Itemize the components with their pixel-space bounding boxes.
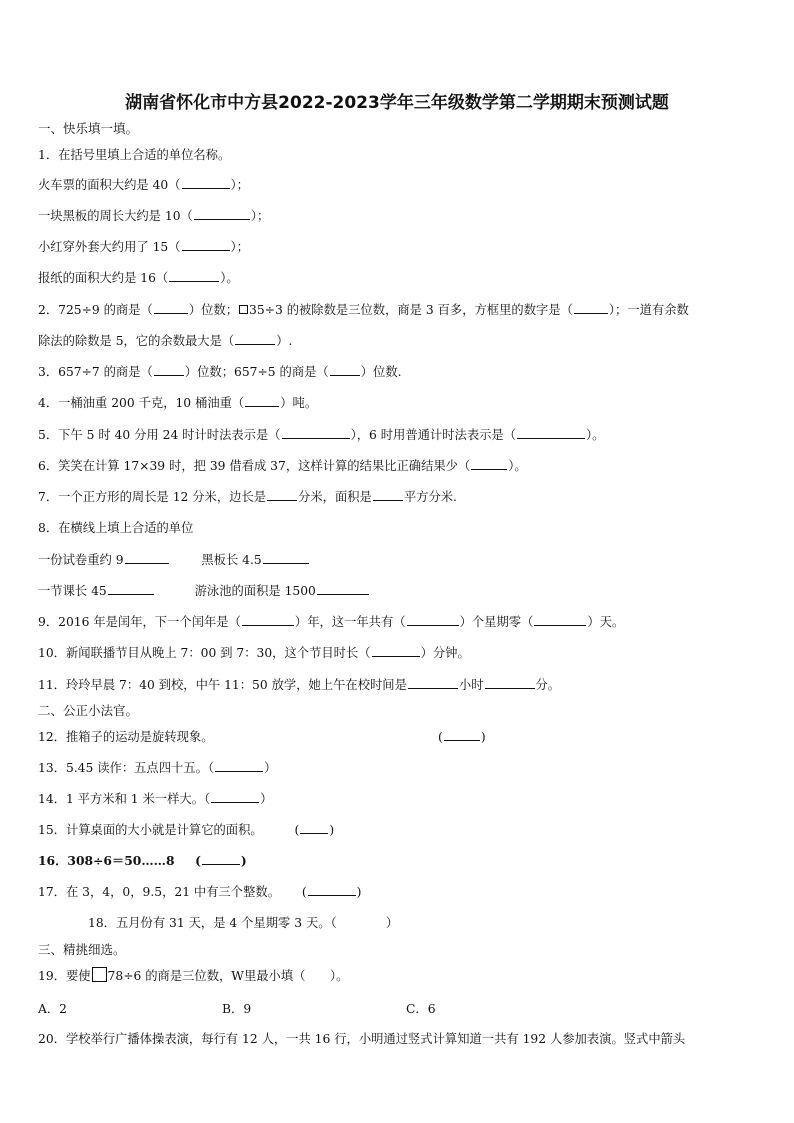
paren-left: ( bbox=[438, 730, 443, 744]
answer-blank[interactable] bbox=[317, 583, 369, 595]
question-18: 18．五月份有 31 天，是 4 个星期零 3 天。（ ） bbox=[88, 916, 399, 930]
option-c[interactable]: C．6 bbox=[406, 1002, 436, 1016]
answer-blank[interactable] bbox=[407, 614, 459, 626]
paren-right: ) bbox=[480, 730, 486, 744]
q2-text-b: ）位数； bbox=[188, 303, 239, 317]
q7-text-b: 分米，面积是 bbox=[298, 490, 372, 504]
q13-text-b: ） bbox=[264, 761, 277, 775]
q1d-text-post: ）。 bbox=[220, 271, 239, 285]
answer-blank[interactable] bbox=[534, 614, 586, 626]
question-2-line1 bbox=[38, 302, 689, 318]
answer-blank[interactable] bbox=[408, 677, 458, 689]
digit-box-icon bbox=[239, 305, 248, 314]
answer-blank[interactable] bbox=[267, 489, 297, 501]
question-1c bbox=[38, 239, 249, 255]
question-7 bbox=[38, 489, 457, 505]
answer-blank[interactable] bbox=[182, 177, 230, 189]
answer-blank[interactable] bbox=[215, 760, 263, 772]
q8c-text: 一节课长 45 bbox=[38, 584, 107, 598]
q2-text-f: ）. bbox=[276, 334, 293, 348]
question-8: 8．在横线上填上合适的单位 bbox=[38, 521, 194, 535]
answer-blank[interactable] bbox=[245, 395, 279, 407]
question-17 bbox=[38, 884, 361, 900]
answer-blank[interactable] bbox=[194, 208, 250, 220]
answer-blank[interactable] bbox=[485, 677, 535, 689]
answer-blank[interactable] bbox=[154, 364, 184, 376]
answer-blank[interactable] bbox=[235, 333, 275, 345]
section-heading-2: 二、公正小法官。 bbox=[38, 703, 139, 718]
answer-blank[interactable] bbox=[169, 270, 219, 282]
answer-blank[interactable] bbox=[373, 489, 403, 501]
answer-blank[interactable] bbox=[517, 427, 585, 439]
q15-text: 15．计算桌面的大小就是计算它的面积。 bbox=[38, 823, 263, 837]
option-b[interactable]: B．9 bbox=[222, 1002, 252, 1016]
paren-left: ( bbox=[195, 853, 201, 868]
question-1: 1．在括号里填上合适的单位名称。 bbox=[38, 148, 231, 162]
question-4 bbox=[38, 395, 317, 411]
answer-blank[interactable] bbox=[242, 614, 294, 626]
q19-text-a: 19．要使 bbox=[38, 969, 91, 983]
q1c-text-pre: 小红穿外套大约用了 15（ bbox=[38, 240, 181, 254]
paren-left: ( bbox=[294, 823, 300, 837]
q8d-text: 游泳池的面积是 1500 bbox=[194, 584, 316, 598]
answer-blank[interactable] bbox=[444, 729, 480, 741]
question-12 bbox=[38, 729, 214, 745]
section-heading-1: 一、快乐填一填。 bbox=[38, 121, 139, 136]
question-8-row1 bbox=[38, 552, 310, 568]
answer-blank[interactable] bbox=[108, 583, 154, 595]
q1b-text-post: ）； bbox=[250, 209, 270, 223]
question-13 bbox=[38, 760, 276, 776]
q1c-text-post: ）； bbox=[230, 240, 249, 254]
q10-text-b: ）分钟。 bbox=[420, 646, 470, 660]
question-5 bbox=[38, 427, 604, 443]
q9-text-c: ）个星期零（ bbox=[459, 615, 534, 629]
q12-text: 12．推箱子的运动是旋转现象。 bbox=[38, 730, 214, 744]
q1a-text-pre: 火车票的面积大约是 40（ bbox=[38, 178, 181, 192]
question-10 bbox=[38, 645, 470, 661]
q5-text-b: ），6 时用普通计时法表示是（ bbox=[350, 428, 517, 442]
q5-text-c: ）。 bbox=[586, 428, 605, 442]
answer-blank[interactable] bbox=[308, 884, 356, 896]
answer-blank[interactable] bbox=[282, 427, 350, 439]
q11-text-b: 小时 bbox=[458, 678, 484, 692]
question-19 bbox=[38, 967, 348, 984]
question-9 bbox=[38, 614, 624, 630]
answer-blank[interactable] bbox=[574, 302, 608, 314]
q1b-text-pre: 一块黑板的周长大约是 10（ bbox=[38, 209, 193, 223]
q1a-text-post: ）； bbox=[230, 178, 249, 192]
option-a[interactable]: A．2 bbox=[38, 1002, 68, 1016]
paren-right: ) bbox=[356, 885, 362, 899]
q9-text-d: ）天。 bbox=[587, 615, 625, 629]
q7-text-c: 平方分米. bbox=[403, 490, 457, 504]
question-1b bbox=[38, 208, 269, 224]
page-title: 湖南省怀化市中方县2022-2023学年三年级数学第二学期期末预测试题 bbox=[125, 93, 669, 113]
question-1d bbox=[38, 270, 239, 286]
question-8-row2 bbox=[38, 583, 370, 599]
q6-text-a: 6．笑笑在计算 17×39 时，把 39 借看成 37，这样计算的结果比正确结果少（ bbox=[38, 459, 471, 473]
q9-text-a: 9．2016 年是闰年，下一个闰年是（ bbox=[38, 615, 241, 629]
answer-blank[interactable] bbox=[471, 458, 507, 470]
answer-blank[interactable] bbox=[330, 364, 360, 376]
question-20: 20．学校举行广播体操表演，每行有 12 人，一共 16 行，小明通过竖式计算知道一共有 192 人参加表演。竖式中箭头 bbox=[38, 1032, 686, 1046]
q14-text-a: 14．1 平方米和 1 米一样大。（ bbox=[38, 792, 211, 806]
question-11 bbox=[38, 677, 560, 693]
q1d-text-pre: 报纸的面积大约是 16（ bbox=[38, 271, 169, 285]
question-16 bbox=[38, 853, 247, 869]
answer-blank[interactable] bbox=[300, 822, 328, 834]
q12-answer-paren bbox=[438, 729, 486, 744]
question-15 bbox=[38, 822, 334, 838]
question-2-line2 bbox=[38, 333, 292, 349]
answer-blank[interactable] bbox=[182, 239, 230, 251]
q2-text-d: ）；一道有余数 bbox=[608, 303, 689, 317]
digit-box-icon bbox=[92, 967, 107, 982]
paren-right: ) bbox=[240, 853, 247, 868]
q17-text: 17．在 3，4，0，9.5，21 中有三个整数。 bbox=[38, 885, 280, 899]
q3-text-c: ）位数. bbox=[360, 365, 402, 379]
question-14 bbox=[38, 791, 272, 807]
paren-left: ( bbox=[301, 885, 307, 899]
q11-text-c: 分。 bbox=[535, 678, 561, 692]
question-1a bbox=[38, 177, 249, 193]
q2-text-a: 2．725÷9 的商是（ bbox=[38, 303, 153, 317]
q8a-text: 一份试卷重约 9 bbox=[38, 553, 124, 567]
answer-blank[interactable] bbox=[211, 791, 259, 803]
q2-text-c: 35÷3 的被除数是三位数，商是 3 百多，方框里的数字是（ bbox=[249, 303, 573, 317]
q7-text-a: 7．一个正方形的周长是 12 分米，边长是 bbox=[38, 490, 267, 504]
q8b-text: 黑板长 4.5 bbox=[201, 553, 262, 567]
answer-blank[interactable] bbox=[372, 645, 420, 657]
section-heading-3: 三、精挑细选。 bbox=[38, 942, 126, 957]
q6-text-b: ）。 bbox=[508, 459, 527, 473]
q16-text: 16．308÷6＝50……8 bbox=[38, 853, 175, 868]
answer-blank[interactable] bbox=[202, 853, 240, 865]
q14-text-b: ） bbox=[260, 792, 273, 806]
paren-right: ) bbox=[329, 823, 335, 837]
q3-text-b: ）位数；657÷5 的商是（ bbox=[184, 365, 329, 379]
answer-blank[interactable] bbox=[125, 552, 169, 564]
q2-text-e: 除法的除数是 5，它的余数最大是（ bbox=[38, 334, 235, 348]
q4-text-a: 4．一桶油重 200 千克，10 桶油重（ bbox=[38, 396, 245, 410]
q10-text-a: 10．新闻联播节目从晚上 7：00 到 7：30，这个节目时长（ bbox=[38, 646, 371, 660]
q11-text-a: 11．玲玲早晨 7：40 到校，中午 11：50 放学，她上午在校时间是 bbox=[38, 678, 407, 692]
question-3 bbox=[38, 364, 402, 380]
answer-blank[interactable] bbox=[154, 302, 188, 314]
q19-text-b: 78÷6 的商是三位数，W里最小填（ ）。 bbox=[107, 969, 349, 983]
q13-text-a: 13．5.45 读作：五点四十五。（ bbox=[38, 761, 215, 775]
q3-text-a: 3．657÷7 的商是（ bbox=[38, 365, 153, 379]
q4-text-b: ）吨。 bbox=[280, 396, 318, 410]
q5-text-a: 5．下午 5 时 40 分用 24 时计时法表示是（ bbox=[38, 428, 281, 442]
q9-text-b: ）年，这一年共有（ bbox=[294, 615, 406, 629]
question-6 bbox=[38, 458, 527, 474]
answer-blank[interactable] bbox=[263, 552, 309, 564]
